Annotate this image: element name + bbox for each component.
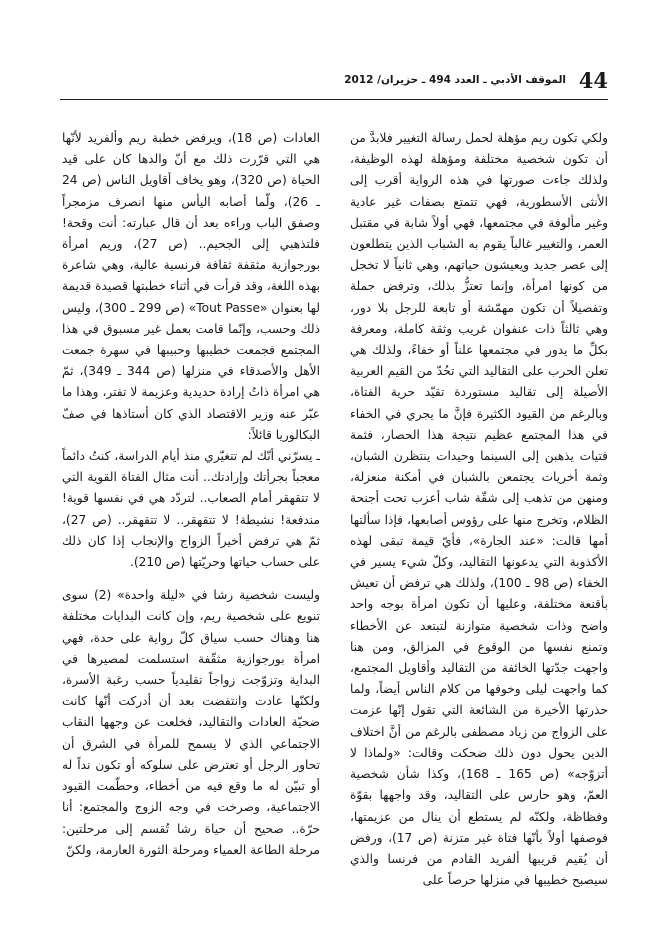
header-divider	[60, 99, 608, 100]
paragraph: وليست شخصية رشا في «ليلة واحدة» (2) سوى تنويع على شخصية ريم، وإن كانت البدايات مختلفة هنا وهناك حسب سياق كلّ رواية على حدة، فهي امرأة بورجوازية مثقّفة استسلمت لمصيرها في البداية وتزوّجت زواجاً تقليدياً حسب رغبة الأسرة، ولكنّها عادت وانتفضت بعد أن أدركت أنّها كانت ضحيّة العادات والتقاليد، فخلعت عن وجهها النقاب الاجتماعي الذي لا يسمح للمرأة في الشرق أن تحاور الرجل أو تعترض على سلوكه أو تكون نداً له أو تبيّن له ما وقع فيه من أخطاء، وحطّمت القيود الاجتماعية، وصرخت في وجه الزوج والمجتمع: أنا حرّة.. صحيح أن حياة رشا تُقسم إلى مرحلتين: مرحلة الطاعة العمياء ومرحلة الثورة العارمة، ولكنّ	[62, 588, 320, 857]
left-column	[62, 128, 320, 898]
running-head: الموقف الأدبي ـ العدد 494 ـ حزيران/ 2012	[344, 74, 566, 86]
paragraph: العادات (ص 18)، ويرفض خطبة ريم وألفريد لأنّها هي التي قرّرت ذلك مع أنّ والدها كان على قيد الحياة (ص 320)، وهو يخاف أقاويل الناس (ص 24 ـ 26)، ولّما أصابه اليأس منها انصرف مزمجراً وصفق الباب وراءه بعد أن قال عبارته: أنت وقحة! فلتذهبي إلى الجحيم.. (ص 27)، وريم امرأة بورجوازية مثقفة ثقافة فرنسية عالية، وهي شاعرة بهذه اللغة، وقد قرأت في أثناء خطبتها قصيدة قديمة لها بعنوان «Tout Passe» (ص 299 ـ 300)، وليس ذلك وحسب، وإنّما قامت بعمل غير مسبوق في هذا المجتمع فجمعت خطيبها وحبيبها في سهرة جمعت الأهل والأصدقاء في منزلها (ص 344 ـ 349)، ثمّ هي امرأة ذاتُ إرادة حديدية وعزيمة لا تفتر، وهذا ما عبّر عنه وزير الاقتصاد الذي كان أستاذها في صفّ البكالوريا قائلاً:	[62, 131, 320, 442]
page-header	[60, 68, 608, 98]
right-column	[350, 128, 608, 898]
paragraph: ولكي تكون ريم مؤهلة لحمل رسالة التغيير فلابدَّ من أن تكون شخصية مختلفة ومؤهلة لهذه الوظيفة، ولذلك جاءت صورتها في هذه الرواية أقرب إلى الأنثى الأسطورية، فهي تتمتع بصفات غير عادية وغير مألوفة في مجتمعها، فهي أولاً شابة في مقتبل العمر، والتغيير غالباً يقوم به الشباب الذين يتطلعون إلى عصر جديد ويعيشون حياتهم، وهي ثانياً لا تخجل من كونها امرأة، وإنما تعتزُّ بذلك، وترفض جملة وتفصيلاً أن تكون مهمّشة أو تابعة للرجل بلا دور، وهي ثالثاً ذات عنفوان غريب وثقة كاملة، ومعرفة بكلِّ ما يدور في مجتمعها علناً أو خفاءً، ولذلك هي تعلن الحرب على التقاليد التي تحُدّ من القيم العربية الأصيلة إلى تقاليد مستوردة تقيّد حرية الفتاة، وبالرغم من القيود الكثيرة فإنَّ ما يجري في الخفاء في هذا المجتمع عظيم نتيجة هذا الحصار، فثمة فتيات يذهبن إلى السينما وحيدات ينتظرن الشبان، وثمة أخريات يجتمعن بالشبان في أمكنة منعزلة، ومنهن من تذهب إلى شقّة شاب أعزب تحت أجنحة الظلام، وتخرج منها على رؤوس أصابعها، فإذا سألتها أمها قالت: «عند الجارة»، فأيّ قيمة تبقى لهذه الأكذوبة التي يدعونها التقاليد، وكلّ شيء يسير في الخفاء (ص 98 ـ 100)، ولذلك هي ترفض أن تعيش بأقنعة مختلفة، وعليها أن تكون امرأة بوجه واحد واضح وذات شخصية متوازنة لتبتعد عن الأخطاء وتمنع نفسها من الوقوع في المزالق، ومن هنا واجهت جدّتها الخائفة من التقاليد وأقاويل المجتمع، كما واجهت ليلى وخوفها من كلام الناس أيضاً، ولما حذرتها الأخيرة من الشائعة التي تقول إنّها عزمت على الزواج من زياد مصطفى بالرغم من أنَّ اختلاف الدين يحول دون ذلك ضحكت وقالت: «ولماذا لا أتزوّجه» (ص 165 ـ 168)، وكذا شأن شخصية العمّ، وهو حارس على التقاليد، وقد واجهها بقوّة وفظاظة، ولكنّه لم يستطع أن ينال من عزيمتها، فوصفها أولاً بأنّها فتاة غير متزنة (ص 17)، ورفض أن يُقيم قريبها ألفريد القادم من فرنسا والذي سيصبح خطيبها في منزلها حرصاً على	[350, 131, 608, 888]
page-number: 44	[578, 68, 608, 93]
paragraph: ـ يسرّني أنّك لم تتغيّري منذ أيام الدراسة، كنتُ دائماً معجباً بجرأتك وإرادتك.. أنت مثال الفتاة القوية التي لا تتقهقر أمام الصعاب.. لتردّد هي في نفسها قوية! مندفعة! نشيطة! لا تتقهقر.. لا تتقهقر.. (ص 27)، ثمّ هي ترفض أخيراً الزواج والإنجاب إذا كان ذلك على حساب حياتها وحريّتها (ص 210).	[62, 449, 320, 570]
